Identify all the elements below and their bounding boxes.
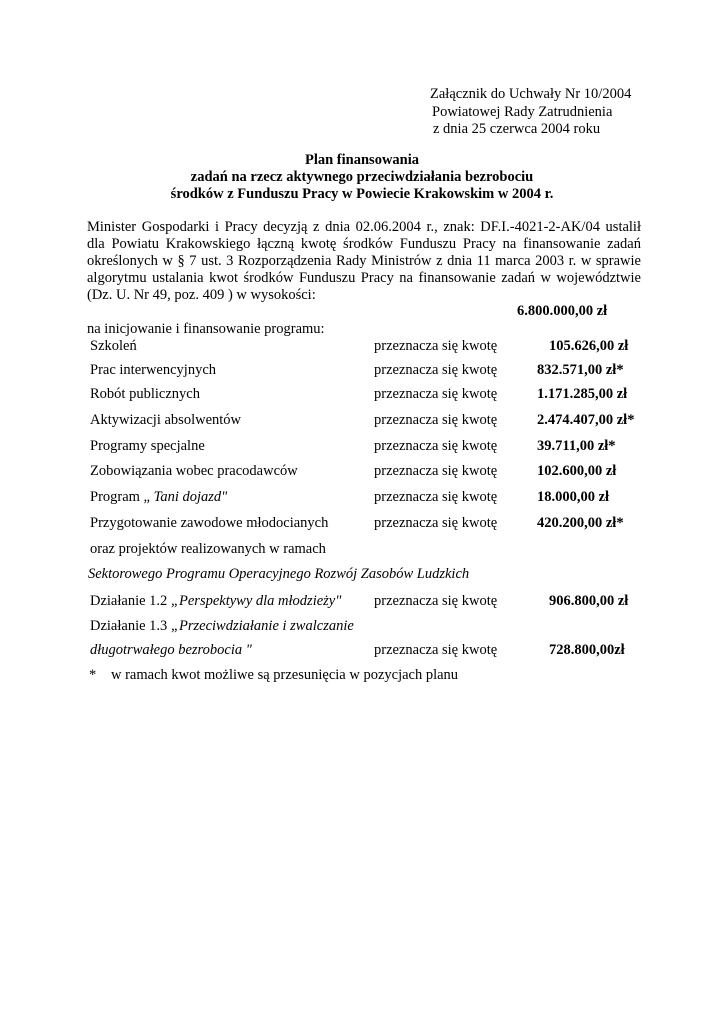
program-phrase: przeznacza się kwotę xyxy=(374,362,498,378)
program-label-intervention-work: Prac interwencyjnych xyxy=(90,362,217,378)
program-label-employer-obligations: Zobowiązania wobec pracodawców xyxy=(90,463,298,479)
program-phrase: przeznacza się kwotę xyxy=(374,489,498,505)
program-amount-cheap-commute: 18.000,00 zł xyxy=(537,489,610,505)
action-label-1-2-prefix: Działanie 1.2 xyxy=(90,593,171,609)
program-phrase: przeznacza się kwotę xyxy=(374,412,498,428)
action-label-1-3 xyxy=(90,618,354,635)
program-amount-youth-training: 420.200,00 zł* xyxy=(537,515,624,531)
action-amount-1-2: 906.800,00 zł xyxy=(549,593,629,609)
annex-header-line-1: Załącznik do Uchwały Nr 10/2004 xyxy=(430,86,632,102)
total-amount: 6.800.000,00 zł xyxy=(517,303,608,319)
document-title-line-1: Plan finansowania xyxy=(304,152,420,168)
intro-line-3: określonych w § 7 ust. 3 Rozporządzenia Rady Ministrów z dnia 11 marca 2003 r. w sprawie xyxy=(87,253,641,269)
program-amount-employer-obligations: 102.600,00 zł xyxy=(537,463,617,479)
program-label-youth-training: Przygotowanie zawodowe młodocianych xyxy=(90,515,329,531)
program-intro: na inicjowanie i finansowanie programu: xyxy=(87,321,325,337)
projects-intro: oraz projektów realizowanych w ramach xyxy=(90,541,326,557)
intro-line-5: (Dz. U. Nr 49, poz. 409 ) w wysokości: xyxy=(87,287,316,303)
program-label-cheap-commute-prefix: Program „ xyxy=(90,489,154,505)
document-title-line-3: środków z Funduszu Pracy w Powiecie Krakowskim w 2004 r. xyxy=(170,186,554,202)
intro-line-4: algorytmu ustalania kwot środków Funduszu Pracy na finansowanie zadań w województwie xyxy=(87,270,641,286)
action-label-1-2 xyxy=(90,593,341,610)
annex-header-line-2: Powiatowej Rady Zatrudnienia xyxy=(432,104,613,120)
program-label-special: Programy specjalne xyxy=(90,438,205,454)
sector-program-name: Sektorowego Programu Operacyjnego Rozwój Zasobów Ludzkich xyxy=(88,566,470,582)
action-amount-1-3: 728.800,00zł xyxy=(549,642,625,658)
program-amount-graduates: 2.474.407,00 zł* xyxy=(537,412,635,428)
program-label-graduates: Aktywizacji absolwentów xyxy=(90,412,242,428)
footnote-text: w ramach kwot możliwe są przesunięcia w pozycjach planu xyxy=(111,667,459,683)
annex-header-line-3: z dnia 25 czerwca 2004 roku xyxy=(433,121,601,137)
action-label-1-3-line-2: długotrwałego bezrobocia " xyxy=(90,642,252,658)
action-label-1-2-name: „Perspektywy dla młodzieży" xyxy=(170,593,342,609)
program-amount-public-works: 1.171.285,00 zł xyxy=(537,386,628,402)
program-label-cheap-commute xyxy=(90,489,227,506)
intro-paragraph xyxy=(87,219,641,304)
program-label-cheap-commute-name: Tani dojazd" xyxy=(153,489,228,505)
program-phrase: przeznacza się kwotę xyxy=(374,338,498,354)
program-label-public-works: Robót publicznych xyxy=(90,386,200,402)
program-label-training: Szkoleń xyxy=(90,338,137,354)
action-label-1-3-name: „Przeciwdziałanie i zwalczanie xyxy=(170,618,354,634)
program-phrase: przeznacza się kwotę xyxy=(374,515,498,531)
document-title-line-2: zadań na rzecz aktywnego przeciwdziałania bezrobociu xyxy=(190,169,534,185)
program-phrase: przeznacza się kwotę xyxy=(374,463,498,479)
footnote-mark: * xyxy=(89,667,97,683)
program-amount-special: 39.711,00 zł* xyxy=(537,438,616,454)
intro-line-1: Minister Gospodarki i Pracy decyzją z dnia 02.06.2004 r., znak: DF.I.-4021-2-AK/04 ustalił xyxy=(87,219,641,235)
program-phrase: przeznacza się kwotę xyxy=(374,438,498,454)
action-label-1-3-prefix: Działanie 1.3 xyxy=(90,618,171,634)
program-amount-training: 105.626,00 zł xyxy=(549,338,629,354)
intro-line-2: dla Powiatu Krakowskiego łączną kwotę środków Funduszu Pracy na finansowanie zadań xyxy=(87,236,641,252)
program-phrase: przeznacza się kwotę xyxy=(374,386,498,402)
action-phrase: przeznacza się kwotę xyxy=(374,642,498,658)
program-amount-intervention-work: 832.571,00 zł* xyxy=(537,362,624,378)
action-phrase: przeznacza się kwotę xyxy=(374,593,498,609)
